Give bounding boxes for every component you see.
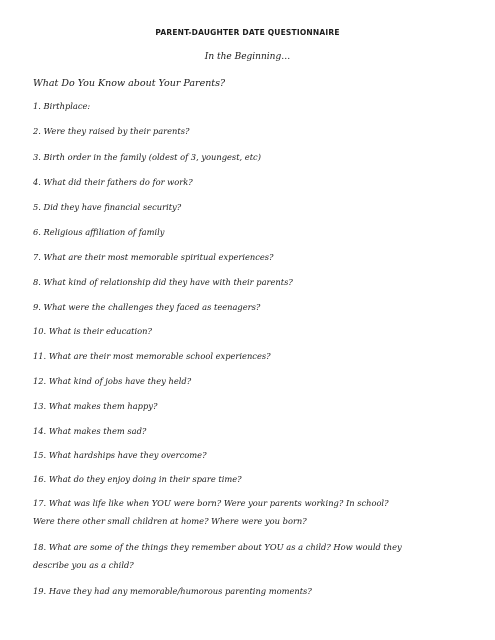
question-text: 18. What are some of the things they remember about YOU as a child? How would they <box>33 542 402 552</box>
question-12 <box>33 372 473 390</box>
question-text: 1. Birthplace: <box>33 101 91 111</box>
question-3 <box>33 148 473 166</box>
question-14 <box>33 422 473 440</box>
question-text: 6. Religious affiliation of family <box>33 227 165 237</box>
question-11 <box>33 347 473 365</box>
question-6 <box>33 223 473 241</box>
question-text: 10. What is their education? <box>33 326 152 336</box>
question-text: 19. Have they had any memorable/humorous parenting moments? <box>33 586 312 596</box>
question-19 <box>33 582 473 600</box>
question-text: 2. Were they raised by their parents? <box>33 126 190 136</box>
question-13 <box>33 397 473 415</box>
question-text-continued: describe you as a child? <box>33 560 134 570</box>
question-text: 3. Birth order in the family (oldest of 3, youngest, etc) <box>33 152 261 162</box>
question-text: 14. What makes them sad? <box>33 426 147 436</box>
question-4 <box>33 173 473 191</box>
question-15 <box>33 446 473 464</box>
question-text: 16. What do they enjoy doing in their spare time? <box>33 474 242 484</box>
document-title: PARENT-DAUGHTER DATE QUESTIONNAIRE <box>155 28 340 37</box>
question-text-continued: Were there other small children at home? Where were you born? <box>33 516 307 526</box>
question-17 <box>33 494 473 530</box>
question-8 <box>33 273 473 291</box>
question-text: 15. What hardships have they overcome? <box>33 450 207 460</box>
question-text: 12. What kind of jobs have they held? <box>33 376 192 386</box>
section-heading: What Do You Know about Your Parents? <box>33 78 226 89</box>
question-10 <box>33 322 473 340</box>
question-text: 11. What are their most memorable school experiences? <box>33 351 271 361</box>
question-text: 7. What are their most memorable spiritual experiences? <box>33 252 274 262</box>
document-subtitle: In the Beginning… <box>204 52 291 62</box>
question-text: 9. What were the challenges they faced as teenagers? <box>33 302 261 312</box>
question-16 <box>33 470 473 488</box>
question-5 <box>33 198 473 216</box>
question-9 <box>33 298 473 316</box>
question-text: 5. Did they have financial security? <box>33 202 182 212</box>
question-18 <box>33 538 473 574</box>
question-text: 8. What kind of relationship did they have with their parents? <box>33 277 293 287</box>
question-2 <box>33 122 473 140</box>
question-text: 4. What did their fathers do for work? <box>33 177 193 187</box>
question-1 <box>33 97 473 115</box>
question-7 <box>33 248 473 266</box>
question-text: 13. What makes them happy? <box>33 401 158 411</box>
question-text: 17. What was life like when YOU were born? Were your parents working? In school? <box>33 498 389 508</box>
